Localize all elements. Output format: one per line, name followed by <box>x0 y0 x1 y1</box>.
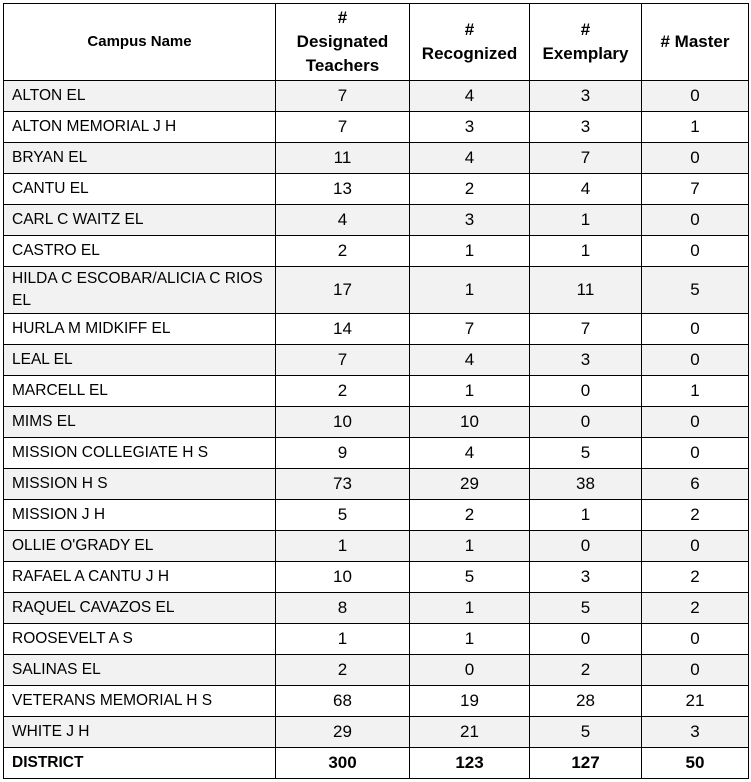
table-row <box>4 236 749 267</box>
designated-cell: 68 <box>276 686 410 717</box>
designated-cell: 14 <box>276 314 410 345</box>
master-cell: 2 <box>642 562 749 593</box>
designated-cell: 29 <box>276 717 410 748</box>
exemplary-cell: 1 <box>530 500 642 531</box>
campus-name-cell: RAQUEL CAVAZOS EL <box>4 593 276 624</box>
header-line: # <box>580 20 591 39</box>
table-row <box>4 345 749 376</box>
table-row <box>4 407 749 438</box>
exemplary-cell: 0 <box>530 407 642 438</box>
table-row <box>4 500 749 531</box>
master-cell: 0 <box>642 438 749 469</box>
master-cell: 0 <box>642 655 749 686</box>
designated-cell: 73 <box>276 469 410 500</box>
table-row <box>4 81 749 112</box>
campus-name-cell: MISSION J H <box>4 500 276 531</box>
table-row <box>4 593 749 624</box>
exemplary-cell: 38 <box>530 469 642 500</box>
district-total-row <box>4 748 749 779</box>
district-master-cell: 50 <box>642 748 749 779</box>
campus-name-cell: BRYAN EL <box>4 143 276 174</box>
recognized-cell: 4 <box>410 345 530 376</box>
master-cell: 7 <box>642 174 749 205</box>
recognized-cell: 19 <box>410 686 530 717</box>
table-row <box>4 112 749 143</box>
designated-cell: 17 <box>276 267 410 314</box>
campus-name-cell: HILDA C ESCOBAR/ALICIA C RIOS EL <box>4 267 276 314</box>
header-line: # <box>337 8 348 27</box>
campus-name-cell: VETERANS MEMORIAL H S <box>4 686 276 717</box>
recognized-cell: 29 <box>410 469 530 500</box>
table-row <box>4 174 749 205</box>
exemplary-cell: 11 <box>530 267 642 314</box>
header-line: Recognized <box>421 44 518 63</box>
exemplary-cell: 1 <box>530 236 642 267</box>
recognized-cell: 21 <box>410 717 530 748</box>
district-exemplary-cell: 127 <box>530 748 642 779</box>
table-row <box>4 205 749 236</box>
exemplary-cell: 3 <box>530 81 642 112</box>
master-cell: 0 <box>642 624 749 655</box>
table-row <box>4 267 749 314</box>
campus-name-cell: ROOSEVELT A S <box>4 624 276 655</box>
designated-cell: 2 <box>276 236 410 267</box>
table-row <box>4 562 749 593</box>
master-cell: 0 <box>642 205 749 236</box>
campus-name-cell: MISSION COLLEGIATE H S <box>4 438 276 469</box>
table-row <box>4 531 749 562</box>
recognized-cell: 1 <box>410 531 530 562</box>
teacher-designation-table <box>3 3 749 779</box>
campus-name-cell: CANTU EL <box>4 174 276 205</box>
recognized-cell: 1 <box>410 624 530 655</box>
recognized-cell: 0 <box>410 655 530 686</box>
header-line: Teachers <box>305 56 380 75</box>
recognized-cell: 10 <box>410 407 530 438</box>
exemplary-cell: 5 <box>530 438 642 469</box>
campus-name-cell: RAFAEL A CANTU J H <box>4 562 276 593</box>
exemplary-cell: 0 <box>530 376 642 407</box>
exemplary-cell: 3 <box>530 112 642 143</box>
recognized-cell: 1 <box>410 267 530 314</box>
designated-cell: 5 <box>276 500 410 531</box>
recognized-cell: 1 <box>410 236 530 267</box>
recognized-cell: 3 <box>410 205 530 236</box>
exemplary-cell: 7 <box>530 143 642 174</box>
district-recognized-cell: 123 <box>410 748 530 779</box>
campus-name-cell: MISSION H S <box>4 469 276 500</box>
campus-name-cell: MARCELL EL <box>4 376 276 407</box>
exemplary-cell: 3 <box>530 562 642 593</box>
master-cell: 5 <box>642 267 749 314</box>
column-header-master: # Master <box>642 4 749 81</box>
designated-cell: 9 <box>276 438 410 469</box>
table-row <box>4 686 749 717</box>
master-cell: 21 <box>642 686 749 717</box>
header-line: # <box>464 20 475 39</box>
header-line: Designated <box>296 32 389 51</box>
campus-name-cell: WHITE J H <box>4 717 276 748</box>
recognized-cell: 1 <box>410 593 530 624</box>
recognized-cell: 2 <box>410 500 530 531</box>
recognized-cell: 2 <box>410 174 530 205</box>
master-cell: 0 <box>642 345 749 376</box>
exemplary-cell: 5 <box>530 717 642 748</box>
header-row <box>4 4 749 81</box>
designated-cell: 8 <box>276 593 410 624</box>
master-cell: 0 <box>642 314 749 345</box>
table-row <box>4 143 749 174</box>
designated-cell: 2 <box>276 655 410 686</box>
master-cell: 1 <box>642 112 749 143</box>
column-header-recognized <box>410 4 530 81</box>
master-cell: 0 <box>642 143 749 174</box>
exemplary-cell: 7 <box>530 314 642 345</box>
campus-name-cell: LEAL EL <box>4 345 276 376</box>
exemplary-cell: 2 <box>530 655 642 686</box>
designated-cell: 7 <box>276 112 410 143</box>
master-cell: 2 <box>642 500 749 531</box>
master-cell: 0 <box>642 236 749 267</box>
designated-cell: 2 <box>276 376 410 407</box>
column-header-exemplary <box>530 4 642 81</box>
designated-cell: 4 <box>276 205 410 236</box>
table-row <box>4 655 749 686</box>
recognized-cell: 4 <box>410 438 530 469</box>
campus-name-cell: CARL C WAITZ EL <box>4 205 276 236</box>
exemplary-cell: 0 <box>530 531 642 562</box>
designated-cell: 10 <box>276 562 410 593</box>
campus-name-cell: MIMS EL <box>4 407 276 438</box>
recognized-cell: 3 <box>410 112 530 143</box>
master-cell: 0 <box>642 531 749 562</box>
table-row <box>4 376 749 407</box>
campus-name-cell: ALTON EL <box>4 81 276 112</box>
recognized-cell: 5 <box>410 562 530 593</box>
district-name-cell: DISTRICT <box>4 748 276 779</box>
campus-name-cell: ALTON MEMORIAL J H <box>4 112 276 143</box>
designated-cell: 11 <box>276 143 410 174</box>
designated-cell: 13 <box>276 174 410 205</box>
campus-name-cell: OLLIE O'GRADY EL <box>4 531 276 562</box>
exemplary-cell: 5 <box>530 593 642 624</box>
master-cell: 2 <box>642 593 749 624</box>
table-row <box>4 438 749 469</box>
campus-name-cell: HURLA M MIDKIFF EL <box>4 314 276 345</box>
header-line: Exemplary <box>542 44 629 63</box>
exemplary-cell: 1 <box>530 205 642 236</box>
recognized-cell: 4 <box>410 81 530 112</box>
campus-name-cell: SALINAS EL <box>4 655 276 686</box>
recognized-cell: 1 <box>410 376 530 407</box>
master-cell: 1 <box>642 376 749 407</box>
recognized-cell: 7 <box>410 314 530 345</box>
column-header-campus-name: Campus Name <box>4 4 276 81</box>
table-row <box>4 624 749 655</box>
master-cell: 0 <box>642 81 749 112</box>
designated-cell: 1 <box>276 624 410 655</box>
exemplary-cell: 3 <box>530 345 642 376</box>
exemplary-cell: 4 <box>530 174 642 205</box>
table-row <box>4 717 749 748</box>
campus-name-cell: CASTRO EL <box>4 236 276 267</box>
designated-cell: 7 <box>276 345 410 376</box>
designated-cell: 1 <box>276 531 410 562</box>
master-cell: 0 <box>642 407 749 438</box>
exemplary-cell: 28 <box>530 686 642 717</box>
designated-cell: 10 <box>276 407 410 438</box>
recognized-cell: 4 <box>410 143 530 174</box>
exemplary-cell: 0 <box>530 624 642 655</box>
master-cell: 3 <box>642 717 749 748</box>
column-header-designated-teachers <box>276 4 410 81</box>
district-designated-cell: 300 <box>276 748 410 779</box>
master-cell: 6 <box>642 469 749 500</box>
designated-cell: 7 <box>276 81 410 112</box>
table-row <box>4 314 749 345</box>
table-row <box>4 469 749 500</box>
